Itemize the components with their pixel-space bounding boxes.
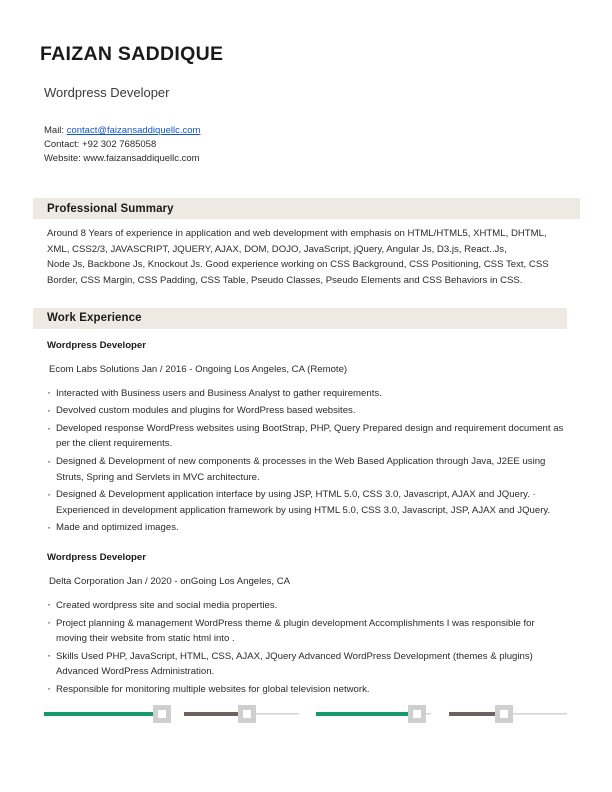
list-item: · Designed & Development application interface by using JSP, HTML 5.0, CSS 3.0, Javascript, AJAX and JQuery. · Experienced in development application framework by using HTML 5.0, CSS 3.0, Javascript, JSP, AJAX and JQuery. [47,487,567,518]
list-item: · Designed & Development of new components & processes in the Web Based Application through Java, J2EE using Struts, Spring and Servlets in MVC architecture. [47,454,567,485]
summary-paragraph: Node Js, Backbone Js, Knockout Js. Good experience working on CSS Background, CSS Positioning, CSS Text, CSS Border, CSS Margin, CSS Padding, CSS Table, Pseudo Classes, Pseudo Elements and CSS Behaviors in CSS. [47,259,549,286]
list-item: · Responsible for monitoring multiple websites for global television network. [47,682,567,697]
list-item: · Devolved custom modules and plugins for WordPress based websites. [47,403,567,418]
list-item: · Skills Used PHP, JavaScript, HTML, CSS, AJAX, JQuery Advanced WordPress Development (themes & plugins) Advanced WordPress Administration. [47,649,567,680]
slider-fill [44,712,162,716]
contact-email-line [44,124,612,138]
job-meta: Ecom Labs Solutions Jan / 2016 - Ongoing Los Angeles, CA (Remote) [49,363,348,375]
section-header-professional-summary [33,198,580,219]
skill-slider-2[interactable] [184,702,299,728]
skill-slider-3[interactable] [316,702,431,728]
mail-label: Mail: [44,125,65,137]
section-title-label: Work Experience [47,312,142,325]
contact-website-line: Website: www.faizansaddiquellc.com [44,152,200,164]
email-link[interactable]: contact@faizansaddiquellc.com [66,125,201,137]
skill-slider-1[interactable] [44,702,162,728]
job-bullet-list [47,386,567,536]
professional-summary-body [47,226,567,288]
job-entry [47,340,567,536]
list-item: · Interacted with Business users and Business Analyst to gather requirements. [47,386,567,401]
job-meta: Delta Corporation Jan / 2020 - onGoing Los Angeles, CA [49,575,291,587]
job-bullet-list [47,598,567,697]
list-item: · Created wordpress site and social media properties. [47,598,567,613]
slider-handle[interactable] [238,705,256,723]
headline-role: Wordpress Developer [44,85,170,101]
page-title: FAIZAN SADDIQUE [40,43,224,65]
skill-slider-group [44,702,574,728]
list-item: · Project planning & management WordPress theme & plugin development Accomplishments I was responsible for moving their website from static html into . [47,616,567,647]
summary-paragraph: Around 8 Years of experience in application and web development with emphasis on HTML/HTML5, XHTML, DHTML, XML, CSS2/3, JAVASCRIPT, JQUERY, AJAX, DOM, DOJO, JavaScript, jQuery, Angular Js, D3.js, React..Js, [47,228,547,255]
list-item: · Developed response WordPress websites using BootStrap, PHP, Query Prepared design and requirement document as per the client requirements. [47,421,567,452]
job-title: Wordpress Developer [47,339,146,351]
slider-fill [316,712,417,716]
job-title: Wordpress Developer [47,551,146,563]
contact-phone-line: Contact: +92 302 7685058 [44,139,157,151]
skill-slider-4[interactable] [449,702,567,728]
job-entry [47,552,567,697]
contact-block [44,124,612,165]
slider-handle[interactable] [495,705,513,723]
slider-handle[interactable] [408,705,426,723]
resume-header [0,0,612,165]
list-item: · Made and optimized images. [47,520,567,535]
section-title-label: Professional Summary [47,202,174,215]
section-header-work-experience [33,308,567,329]
slider-handle[interactable] [153,705,171,723]
